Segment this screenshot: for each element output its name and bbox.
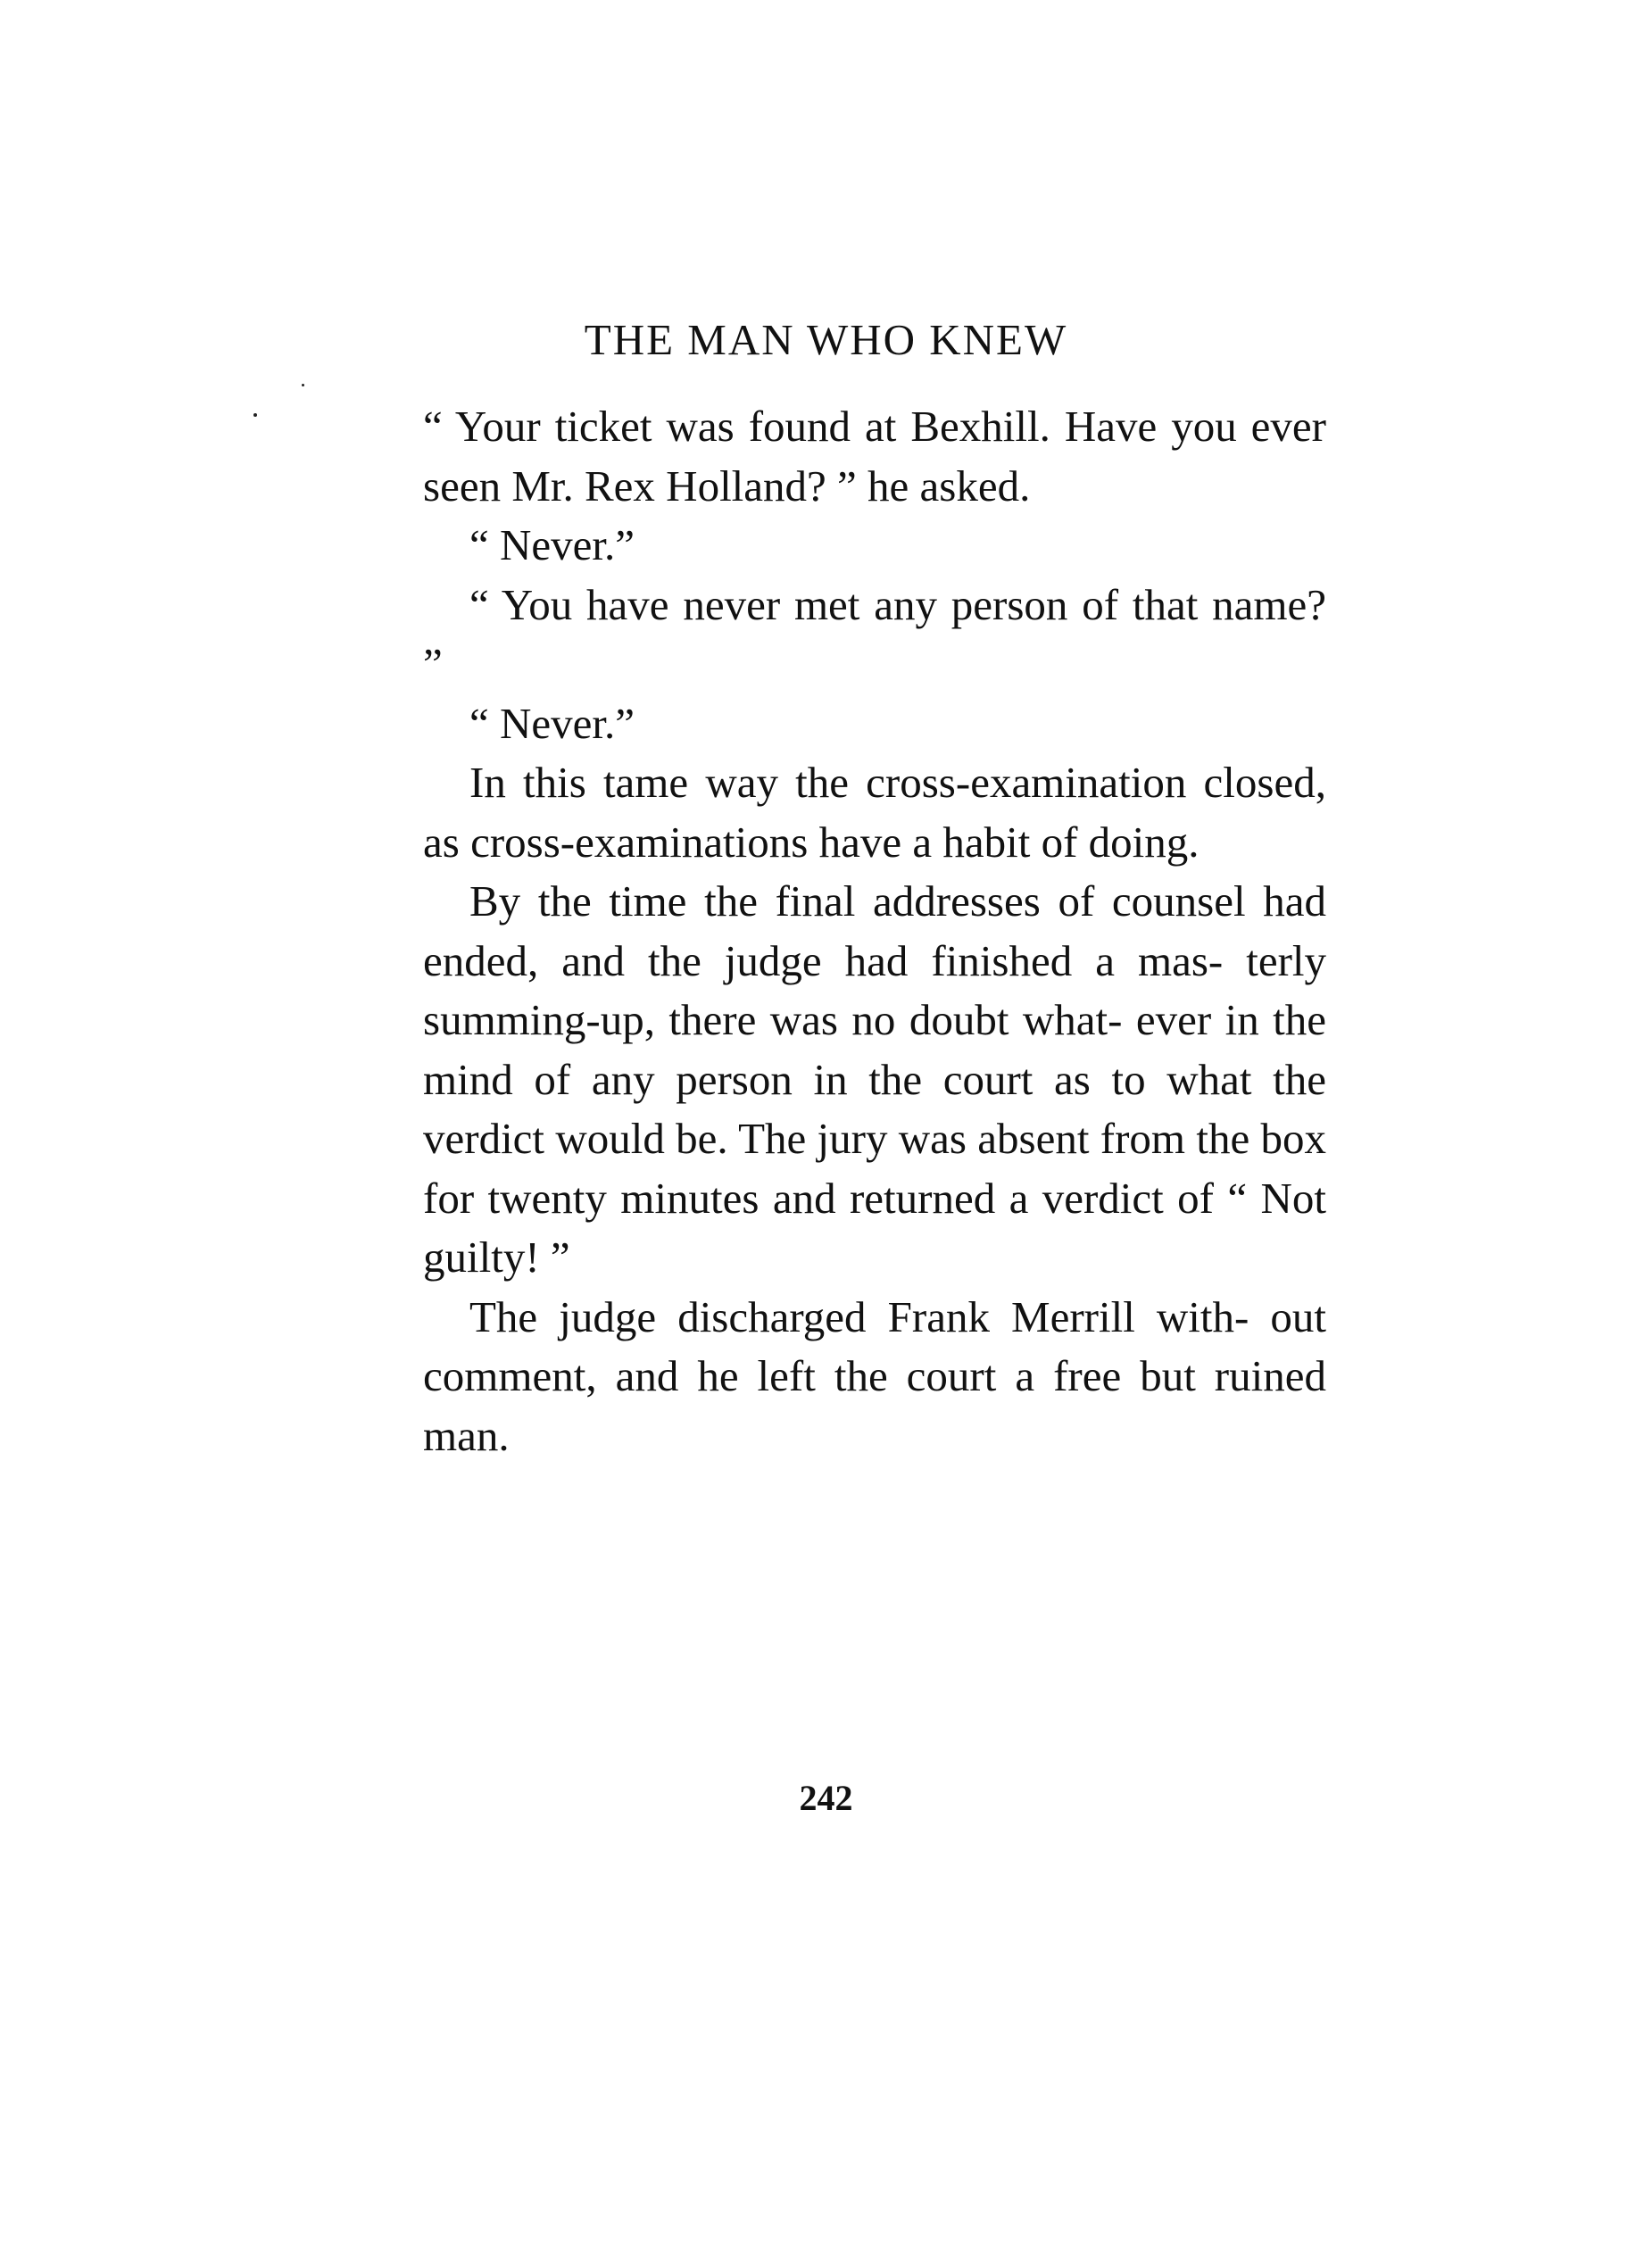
paragraph: The judge discharged Frank Merrill with- out comment, and he left the court a free but ruined man. <box>423 1291 1326 1460</box>
print-speck <box>253 413 257 417</box>
paragraph: In this tame way the cross-examination closed, as cross-examinations have a habit of doing. <box>423 758 1326 867</box>
paragraph: “ Your ticket was found at Bexhill. Have you ever seen Mr. Rex Holland? ” he asked. <box>423 402 1326 510</box>
body-text <box>423 397 1326 1465</box>
page-number: 242 <box>799 1778 853 1818</box>
paragraph: “ You have never met any person of that name? ” <box>423 579 1326 688</box>
paragraph: “ Never.” <box>469 698 635 748</box>
print-speck <box>302 384 304 386</box>
running-head: THE MAN WHO KNEW <box>584 315 1068 364</box>
paragraph: “ Never.” <box>469 520 635 569</box>
paragraph: By the time the final addresses of counsel had ended, and the judge had finished a mas- terly summing-up, there was no doubt what- ever in the mind of any person in the court as to what the verdict would be. The jury was absent from the box for twenty minutes and returned a verdict of “ Not guilty! ” <box>423 876 1326 1282</box>
